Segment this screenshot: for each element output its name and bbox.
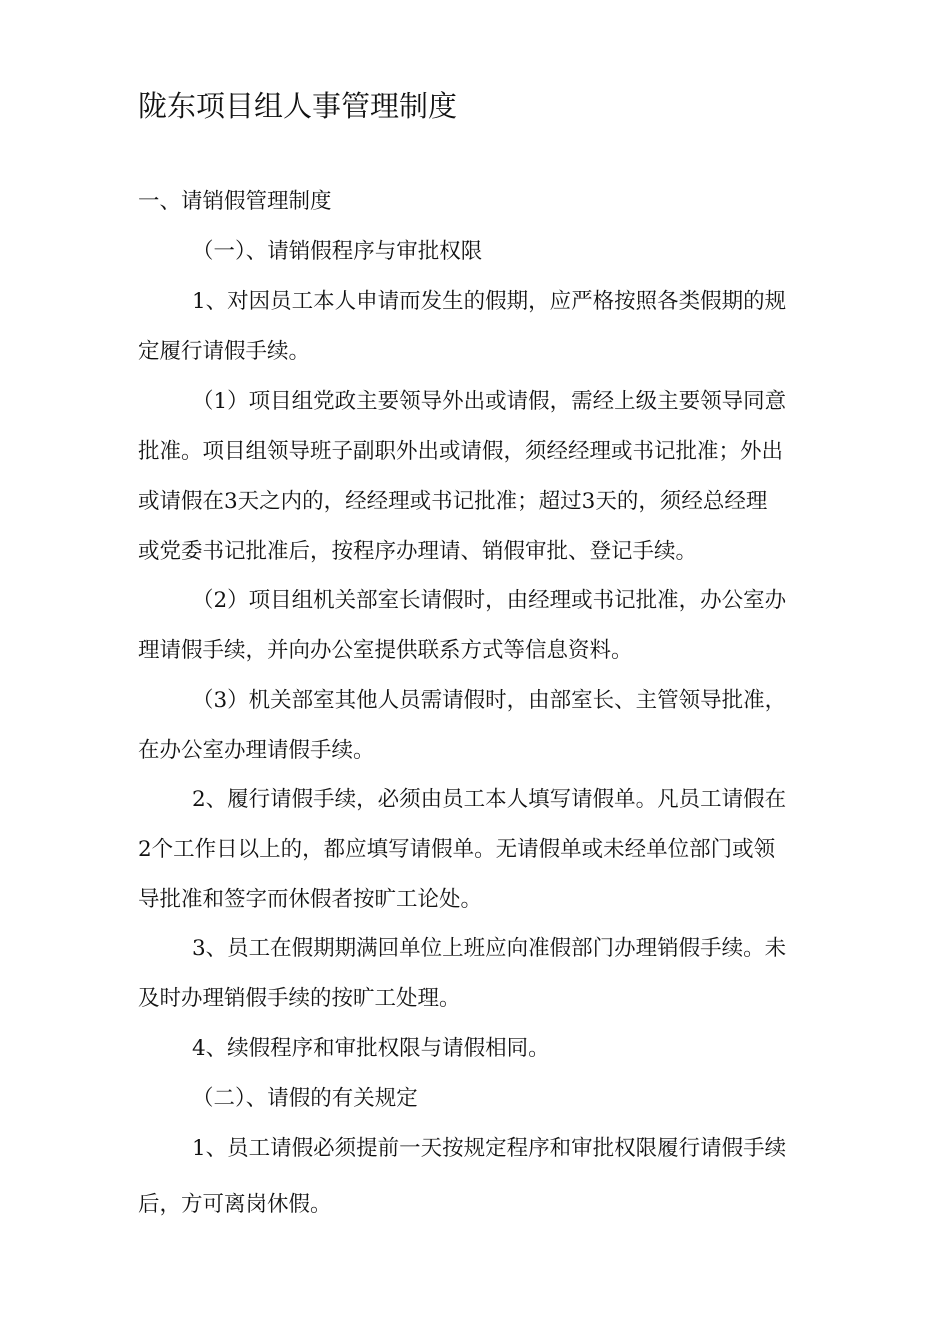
paragraph-line: 2个工作日以上的，都应填写请假单。无请假单或未经单位部门或领 — [138, 837, 776, 862]
paragraph-line: 理请假手续，并向办公室提供联系方式等信息资料。 — [138, 638, 633, 663]
section-heading: 一、请销假管理制度 — [138, 189, 332, 214]
document-title: 陇东项目组人事管理制度 — [138, 89, 458, 123]
paragraph — [138, 676, 828, 776]
paragraph — [138, 277, 828, 377]
paragraph-line: 定履行请假手续。 — [138, 339, 311, 364]
paragraph: 4、续假程序和审批权限与请假相同。 — [192, 1036, 550, 1061]
subsection-heading: （二）、请假的有关规定 — [192, 1086, 418, 1111]
paragraph-line: 后，方可离岗休假。 — [138, 1192, 332, 1217]
paragraph-line: 导批准和签字而休假者按旷工论处。 — [138, 887, 483, 912]
paragraph-line: （2）项目组机关部室长请假时，由经理或书记批准，办公室办 — [192, 588, 787, 613]
paragraph — [138, 1121, 828, 1233]
paragraph-line: （1）项目组党政主要领导外出或请假，需经上级主要领导同意 — [192, 389, 787, 414]
paragraph-line: 3、员工在假期期满回单位上班应向准假部门办理销假手续。未 — [192, 936, 787, 961]
paragraph — [138, 924, 828, 1024]
paragraph — [138, 377, 828, 577]
paragraph-line: 批准。项目组领导班子副职外出或请假，须经经理或书记批准；外出 — [138, 439, 784, 464]
subsection-heading: （一）、请销假程序与审批权限 — [192, 239, 483, 264]
paragraph-line: 在办公室办理请假手续。 — [138, 738, 375, 763]
paragraph-line: 2、履行请假手续，必须由员工本人填写请假单。凡员工请假在 — [192, 787, 787, 812]
paragraph-line: 及时办理销假手续的按旷工处理。 — [138, 986, 461, 1011]
paragraph-line: 1、对因员工本人申请而发生的假期，应严格按照各类假期的规 — [192, 289, 787, 314]
paragraph — [138, 576, 828, 676]
paragraph — [138, 775, 828, 925]
paragraph-line: （3）机关部室其他人员需请假时，由部室长、主管领导批准， — [192, 688, 787, 713]
paragraph-line: 1、员工请假必须提前一天按规定程序和审批权限履行请假手续 — [192, 1136, 787, 1161]
paragraph-line: 或党委书记批准后，按程序办理请、销假审批、登记手续。 — [138, 539, 698, 564]
paragraph-line: 或请假在3天之内的，经经理或书记批准；超过3天的，须经总经理 — [138, 489, 768, 514]
